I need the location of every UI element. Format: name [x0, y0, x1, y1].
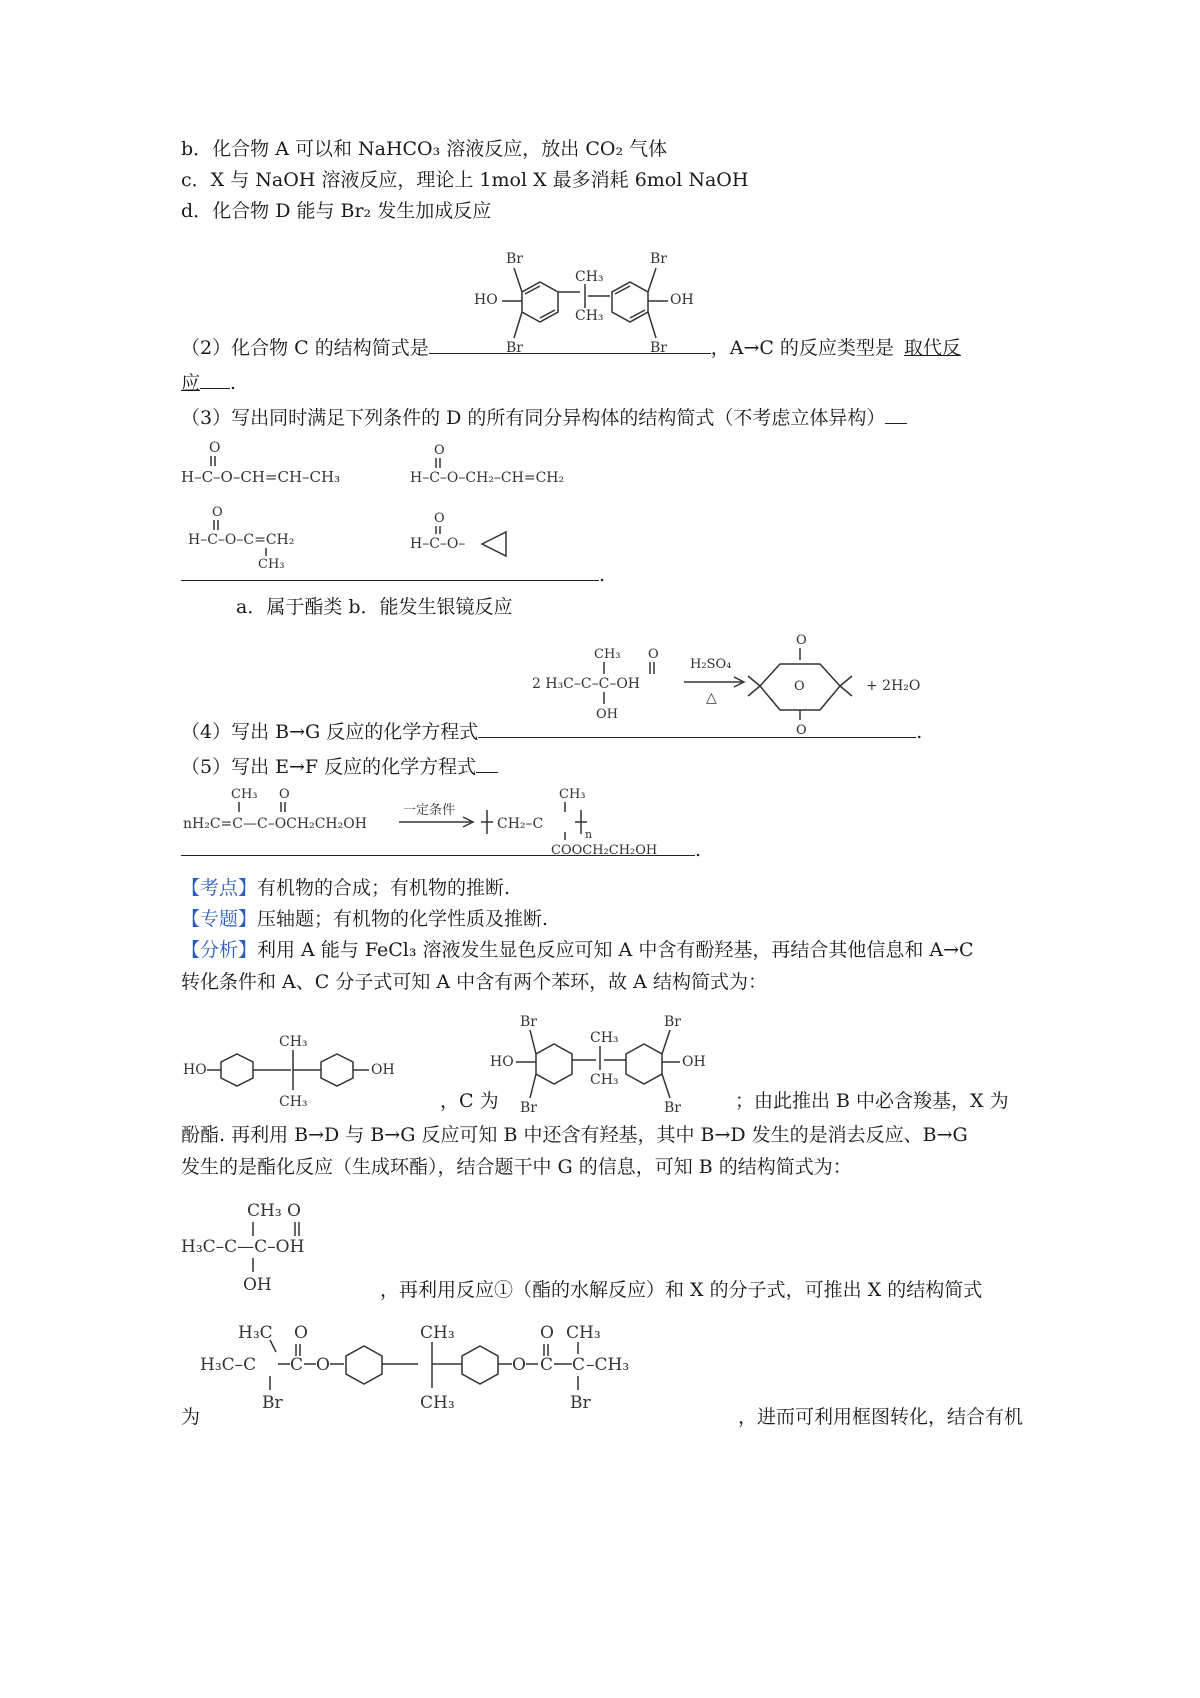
svg-text:O: O: [796, 723, 807, 738]
svg-text:CH₂–C: CH₂–C: [497, 816, 544, 832]
svg-text:CH₃ O: CH₃ O: [247, 1201, 301, 1221]
question-3: （3）写出同时满足下列条件的 D 的所有同分异构体的结构简式（不考虑立体异构）: [181, 401, 907, 431]
svg-text:CH₃: CH₃: [420, 1393, 455, 1413]
option-b: b．化合物 A 可以和 NaHCO₃ 溶液反应，放出 CO₂ 气体: [181, 138, 668, 160]
svg-text:n: n: [585, 828, 593, 841]
svg-text:Br: Br: [664, 1100, 681, 1116]
compound-x-structure: [200, 1318, 720, 1418]
svg-text:CH₃: CH₃: [594, 647, 621, 662]
question-4: （4）写出 B→G 反应的化学方程式 .: [181, 715, 922, 745]
fenxi-line-4: 酚酯. 再利用 B→D 与 B→G 反应可知 B 中还含有羟基，其中 B→D 发生的是消去反应、B→G: [181, 1124, 968, 1146]
svg-text:CH₃: CH₃: [559, 787, 586, 802]
svg-text:H₃C: H₃C: [238, 1323, 273, 1343]
svg-text:H–C–O–CH₂–CH=CH₂: H–C–O–CH₂–CH=CH₂: [410, 470, 565, 486]
option-d: d．化合物 D 能与 Br₂ 发生加成反应: [181, 200, 492, 222]
svg-text:–CH₃: –CH₃: [586, 1355, 630, 1375]
svg-text:O: O: [316, 1355, 330, 1375]
svg-text:C: C: [572, 1355, 586, 1375]
svg-text:CH₃: CH₃: [420, 1323, 455, 1343]
svg-text:O: O: [212, 505, 223, 520]
svg-text:HO: HO: [490, 1054, 514, 1070]
isomer-1: [181, 438, 391, 488]
svg-text:O: O: [209, 440, 221, 456]
svg-text:CH₃: CH₃: [590, 1072, 619, 1088]
question-2-cont: 应 .: [181, 366, 236, 396]
isomer-4: [410, 510, 520, 554]
svg-text:H₃C–C: H₃C–C: [200, 1355, 257, 1375]
svg-text:CH₃: CH₃: [590, 1030, 619, 1046]
svg-text:nH₂C=C—C–OCH₂CH₂OH: nH₂C=C—C–OCH₂CH₂OH: [183, 816, 367, 832]
svg-text:OH: OH: [670, 292, 694, 308]
svg-text:O: O: [796, 633, 807, 648]
svg-text:CH₃: CH₃: [231, 787, 258, 802]
compound-b-structure: [181, 1196, 381, 1296]
option-c: c．X 与 NaOH 溶液反应，理论上 1mol X 最多消耗 6mol NaOH: [181, 169, 749, 191]
zhuanti: 【专题】压轴题；有机物的化学性质及推断.: [181, 908, 549, 930]
question-3-answer-line: .: [181, 558, 605, 588]
svg-text:COOCH₂CH₂OH: COOCH₂CH₂OH: [551, 843, 658, 858]
svg-text:CH₃: CH₃: [279, 1034, 308, 1050]
svg-text:Br: Br: [506, 340, 523, 356]
svg-text:H₃C–C—C–OH: H₃C–C—C–OH: [181, 1237, 305, 1257]
svg-text:CH₃: CH₃: [566, 1323, 601, 1343]
svg-text:Br: Br: [520, 1100, 537, 1116]
svg-text:O: O: [648, 647, 659, 662]
svg-text:O: O: [434, 443, 445, 458]
svg-text:Br: Br: [506, 251, 523, 267]
svg-text:O: O: [540, 1323, 554, 1343]
compound-c-analysis-structure: [490, 1012, 740, 1116]
svg-text:CH₃: CH₃: [258, 557, 285, 572]
question-2: （2）化合物 C 的结构简式是 ，A→C 的反应类型是 取代反: [181, 331, 961, 361]
question-3-conditions: a．属于酯类 b．能发生银镜反应: [236, 596, 513, 618]
svg-text:CH₃: CH₃: [279, 1094, 308, 1110]
fenxi-line-3: ；由此推出 B 中必含羧基，X 为: [735, 1090, 1009, 1112]
question-5-answer-line: .: [181, 833, 701, 863]
isomer-2: [410, 440, 610, 490]
fenxi-line-6: ，再利用反应①（酯的水解反应）和 X 的分子式，可推出 X 的结构简式: [380, 1279, 983, 1301]
compound-a-structure: [181, 1030, 421, 1110]
svg-text:Br: Br: [262, 1393, 283, 1413]
svg-text:Br: Br: [664, 1014, 681, 1030]
fenxi-line-7: ，进而可利用框图转化，结合有机: [738, 1406, 1024, 1428]
svg-text:H–C–O–C=CH₂: H–C–O–C=CH₂: [188, 532, 295, 548]
svg-text:OH: OH: [596, 707, 618, 722]
svg-text:OH: OH: [371, 1062, 395, 1078]
svg-text:HO: HO: [474, 292, 498, 308]
svg-text:H–C–O–CH=CH–CH₃: H–C–O–CH=CH–CH₃: [181, 468, 341, 486]
svg-text:Br: Br: [520, 1014, 537, 1030]
svg-text:H₂SO₄: H₂SO₄: [690, 657, 732, 672]
svg-text:一定条件: 一定条件: [403, 803, 456, 818]
svg-text:CH₃: CH₃: [575, 308, 604, 324]
svg-text:C: C: [290, 1355, 304, 1375]
svg-text:△: △: [706, 690, 717, 706]
fenxi-line-1: 【分析】利用 A 能与 FeCl₃ 溶液发生显色反应可知 A 中含有酚羟基，再结合其他信息和 A→C: [181, 939, 974, 961]
fenxi-c-is: ，C 为: [440, 1090, 499, 1112]
kaodian: 【考点】有机物的合成；有机物的推断.: [181, 877, 511, 899]
svg-text:+ 2H₂O: + 2H₂O: [866, 678, 921, 694]
fenxi-line-5: 发生的是酯化反应（生成环酯），结合题干中 G 的信息，可知 B 的结构简式为：: [181, 1156, 852, 1178]
svg-text:O: O: [512, 1355, 526, 1375]
fenxi-line-2: 转化条件和 A、C 分子式可知 A 中含有两个苯环，故 A 结构简式为：: [181, 971, 767, 993]
svg-text:O: O: [294, 1323, 308, 1343]
svg-text:Br: Br: [570, 1393, 591, 1413]
svg-text:O: O: [434, 511, 445, 526]
svg-text:Br: Br: [650, 340, 667, 356]
fenxi-x-is: 为: [181, 1406, 201, 1428]
svg-text:OH: OH: [243, 1275, 272, 1295]
svg-text:2 H₃C–C–C–OH: 2 H₃C–C–C–OH: [532, 676, 641, 692]
svg-text:OH: OH: [682, 1054, 706, 1070]
svg-text:Br: Br: [650, 251, 667, 267]
svg-text:O: O: [794, 679, 805, 694]
svg-text:HO: HO: [183, 1062, 207, 1078]
svg-text:O: O: [279, 787, 290, 802]
question-5: （5）写出 E→F 反应的化学方程式: [181, 750, 498, 780]
svg-text:H–C–O–: H–C–O–: [410, 536, 466, 552]
svg-text:C: C: [540, 1355, 554, 1375]
svg-text:CH₃: CH₃: [575, 269, 604, 285]
